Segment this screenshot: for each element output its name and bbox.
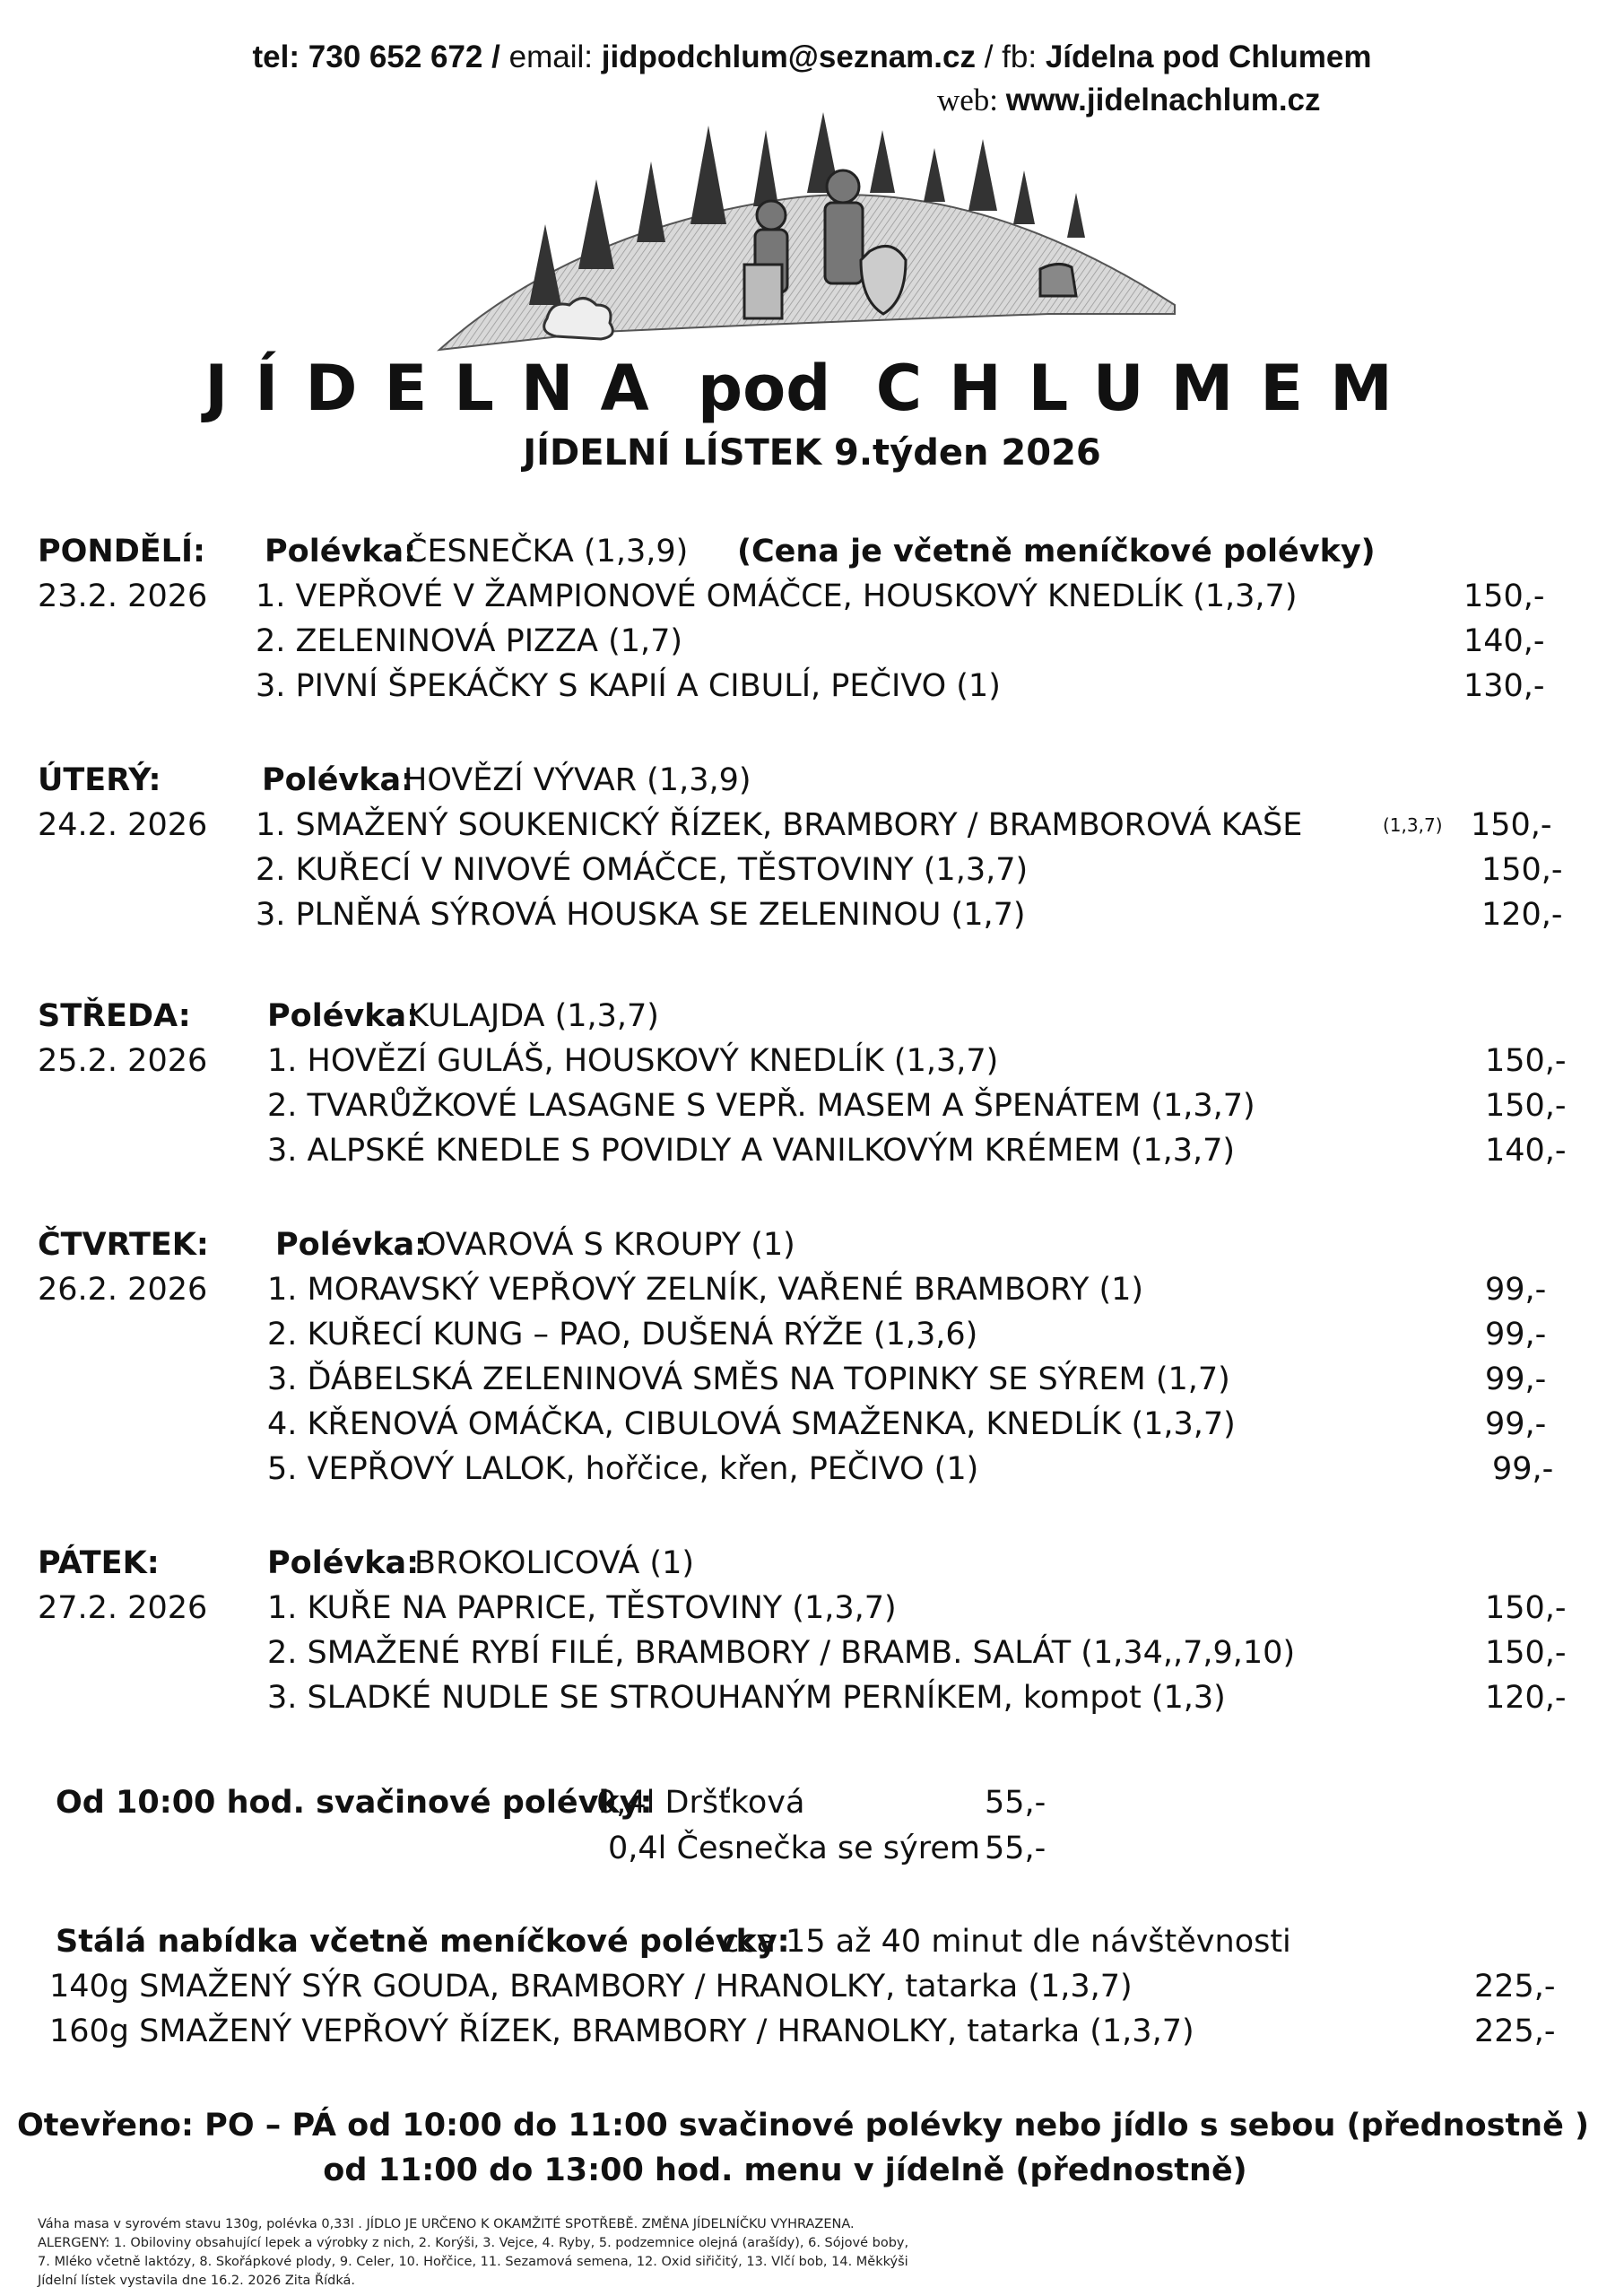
meal-name: 3. ĎÁBELSKÁ ZELENINOVÁ SMĚS NA TOPINKY SE SÝREM (1,7) [267,1361,1230,1397]
snack-soup-row [0,1780,1624,1825]
day-name: PÁTEK: [38,1545,160,1581]
meal-row [0,1128,1624,1173]
snack-soup-name: 0,4l Česnečka se sýrem [608,1831,980,1866]
meal-name: 3. PIVNÍ ŠPEKÁČKY S KAPIÍ A CIBULÍ, PEČIVO (1) [256,668,1001,704]
contact-line [0,39,1624,75]
day-name: ČTVRTEK: [38,1227,209,1263]
meal-row [0,1267,1624,1312]
opening-hours-line-2 [0,2148,1597,2193]
meal-name: 3. SLADKÉ NUDLE SE STROUHANÝM PERNÍKEM, kompot (1,3) [267,1680,1226,1716]
tel-label: tel: [252,39,300,74]
meal-name: 2. SMAŽENÉ RYBÍ FILÉ, BRAMBORY / BRAMB. SALÁT (1,34,,7,9,10) [267,1635,1296,1671]
day-date: 26.2. 2026 [38,1272,208,1308]
stump-shape [1040,264,1076,296]
day-row-tuesday [0,758,1624,803]
meal-row [0,1312,1624,1357]
day-row-thursday [0,1222,1624,1267]
meal-name: 3. PLNĚNÁ SÝROVÁ HOUSKA SE ZELENINOU (1,7) [256,897,1026,933]
web-label: web: [937,83,999,117]
day-date: 25.2. 2026 [38,1043,208,1079]
day-date: 27.2. 2026 [38,1590,208,1626]
meal-name: 5. VEPŘOVÝ LALOK, hořčice, křen, PEČIVO (1) [267,1451,979,1487]
snack-soups-label: Od 10:00 hod. svačinové polévky: [56,1785,653,1821]
meal-price: 150,- [1481,852,1563,888]
meal-name: 1. VEPŘOVÉ V ŽAMPIONOVÉ OMÁČCE, HOUSKOVÝ KNEDLÍK (1,3,7) [256,578,1298,614]
title-part-3: CHLUMEM [875,352,1420,425]
day-date: 24.2. 2026 [38,807,208,843]
standing-offer-name: 140g SMAŽENÝ SÝR GOUDA, BRAMBORY / HRANOLKY, tatarka (1,3,7) [49,1969,1133,2005]
footnote-line: 7. Mléko včetně laktózy, 8. Skořápkové plody, 9. Celer, 10. Hořčice, 11. Sezamová semena, 12. Oxid siřičitý, 13. Vlčí bob, 14. Měkkýši [38,2255,908,2269]
meal-row [0,619,1624,664]
meal-name: 1. HOVĚZÍ GULÁŠ, HOUSKOVÝ KNEDLÍK (1,3,7) [267,1043,999,1079]
soup-label: Polévka: [267,1545,420,1581]
meal-price: 99,- [1485,1272,1547,1308]
separator: / [491,39,500,74]
footnote-line: Váha masa v syrovém stavu 130g, polévka 0,33l . JÍDLO JE URČENO K OKAMŽITÉ SPOTŘEBĚ. ZMĚNA JÍDELNÍČKU VYHRAZENA. [38,2217,855,2231]
meal-row [0,1675,1624,1720]
meal-name: 1. SMAŽENÝ SOUKENICKÝ ŘÍZEK, BRAMBORY / BRAMBOROVÁ KAŠE [256,807,1303,843]
soup-label: Polévka: [265,534,417,570]
meal-price: 99,- [1492,1451,1554,1487]
day-name: STŘEDA: [38,998,191,1034]
footnote [38,2215,1024,2291]
meal-row [0,574,1624,619]
email-address[interactable]: jidpodchlum@seznam.cz [601,39,976,74]
snack-soup-price: 55,- [985,1785,1046,1821]
meal-name: 2. TVARŮŽKOVÉ LASAGNE S VEPŘ. MASEM A ŠPENÁTEM (1,3,7) [267,1088,1255,1124]
meal-row [0,1586,1624,1631]
snack-soup-price: 55,- [985,1831,1046,1866]
meal-price: 130,- [1463,668,1545,704]
day-name: PONDĚLÍ: [38,534,205,570]
standing-offer-row [0,2009,1624,2054]
meal-allergens: (1,3,7) [1383,814,1443,836]
meal-name: 1. KUŘE NA PAPRICE, TĚSTOVINY (1,3,7) [267,1590,897,1626]
soup-name: ČESNEČKA (1,3,9) [405,534,689,570]
meal-name: 2. KUŘECÍ KUNG – PAO, DUŠENÁ RÝŽE (1,3,6) [267,1317,978,1352]
soup-name: HOVĚZÍ VÝVAR (1,3,9) [404,762,751,798]
meal-price: 150,- [1485,1088,1567,1124]
web-address[interactable]: www.jidelnachlum.cz [1005,83,1321,117]
meal-row [0,1357,1624,1402]
snack-soup-row [0,1826,1624,1871]
soup-name: OVAROVÁ S KROUPY (1) [421,1227,795,1263]
standing-offer-label: Stálá nabídka včetně meníčkové polévky: [56,1924,790,1960]
soup-note: (Cena je včetně meníčkové polévky) [737,534,1376,570]
restaurant-title [0,352,1624,425]
snack-soup-name: 0,4l Dršťková [596,1785,805,1821]
soup-label: Polévka: [262,762,414,798]
opening-hours-text: od 11:00 do 13:00 hod. menu v jídelně (přednostně) [323,2152,1247,2188]
meal-price: 99,- [1485,1406,1547,1442]
soup-label: Polévka: [267,998,420,1034]
footnote-line: Jídelní lístek vystavila dne 16.2. 2026 Zita Řídká. [38,2274,355,2288]
soup-name: BROKOLICOVÁ (1) [414,1545,695,1581]
meal-row [0,1083,1624,1128]
standing-offer-price: 225,- [1474,1969,1556,2005]
meal-price: 150,- [1485,1590,1567,1626]
opening-hours-text: Otevřeno: PO – PÁ od 10:00 do 11:00 svačinové polévky nebo jídlo s sebou (přednostně ) [16,2108,1590,2144]
day-row-monday [0,529,1624,574]
meal-row [0,1631,1624,1675]
meal-row [0,1402,1624,1447]
day-date: 23.2. 2026 [38,578,208,614]
tel-number[interactable]: 730 652 672 [308,39,483,74]
meal-price: 150,- [1485,1635,1567,1671]
meal-price: 99,- [1485,1317,1547,1352]
standing-offer-note: cca 15 až 40 minut dle návštěvnosti [722,1924,1291,1960]
menu-subtitle: JÍDELNÍ LÍSTEK 9.týden 2026 [523,432,1101,474]
meal-row [0,1447,1624,1492]
soup-label: Polévka: [275,1227,428,1263]
fb-label: / fb: [984,39,1038,74]
opening-hours-line-1 [0,2103,1615,2148]
meal-price: 150,- [1463,578,1545,614]
day-row-friday [0,1541,1624,1586]
meal-price: 150,- [1471,807,1552,843]
meal-price: 140,- [1463,623,1545,659]
standing-offer-name: 160g SMAŽENÝ VEPŘOVÝ ŘÍZEK, BRAMBORY / HRANOLKY, tatarka (1,3,7) [49,2013,1194,2049]
soup-name: KULAJDA (1,3,7) [408,998,659,1034]
hill-illustration [421,90,1193,359]
meal-price: 140,- [1485,1133,1567,1169]
meal-row [0,664,1624,709]
fb-name[interactable]: Jídelna pod Chlumem [1045,39,1372,74]
meal-name: 4. KŘENOVÁ OMÁČKA, CIBULOVÁ SMAŽENKA, KNEDLÍK (1,3,7) [267,1406,1236,1442]
meal-price: 120,- [1485,1680,1567,1716]
meal-name: 3. ALPSKÉ KNEDLE S POVIDLY A VANILKOVÝM KRÉMEM (1,3,7) [267,1133,1236,1169]
footnote-line: ALERGENY: 1. Obiloviny obsahující lepek a výrobky z nich, 2. Korýši, 3. Vejce, 4. Ryby, 5. podzemnice olejná (arašídy), 6. Sójové boby, [38,2236,909,2250]
meal-row [0,848,1624,892]
meal-price: 150,- [1485,1043,1567,1079]
meal-name: 1. MORAVSKÝ VEPŘOVÝ ZELNÍK, VAŘENÉ BRAMBORY (1) [267,1272,1144,1308]
meal-row [0,892,1624,937]
meal-name: 2. KUŘECÍ V NIVOVÉ OMÁČCE, TĚSTOVINY (1,3,7) [256,852,1029,888]
meal-row [0,1039,1624,1083]
meal-row [0,803,1624,848]
standing-offer-price: 225,- [1474,2013,1556,2049]
standing-offer-header [0,1919,1624,1964]
day-row-wednesday [0,994,1624,1039]
title-part-1: JÍDELNA [204,352,676,425]
meal-price: 120,- [1481,897,1563,933]
standing-offer-row [0,1964,1624,2009]
meal-price: 99,- [1485,1361,1547,1397]
email-label: email: [508,39,593,74]
meal-name: 2. ZELENINOVÁ PIZZA (1,7) [256,623,683,659]
day-name: ÚTERÝ: [38,762,161,798]
title-part-2: pod [698,352,831,425]
